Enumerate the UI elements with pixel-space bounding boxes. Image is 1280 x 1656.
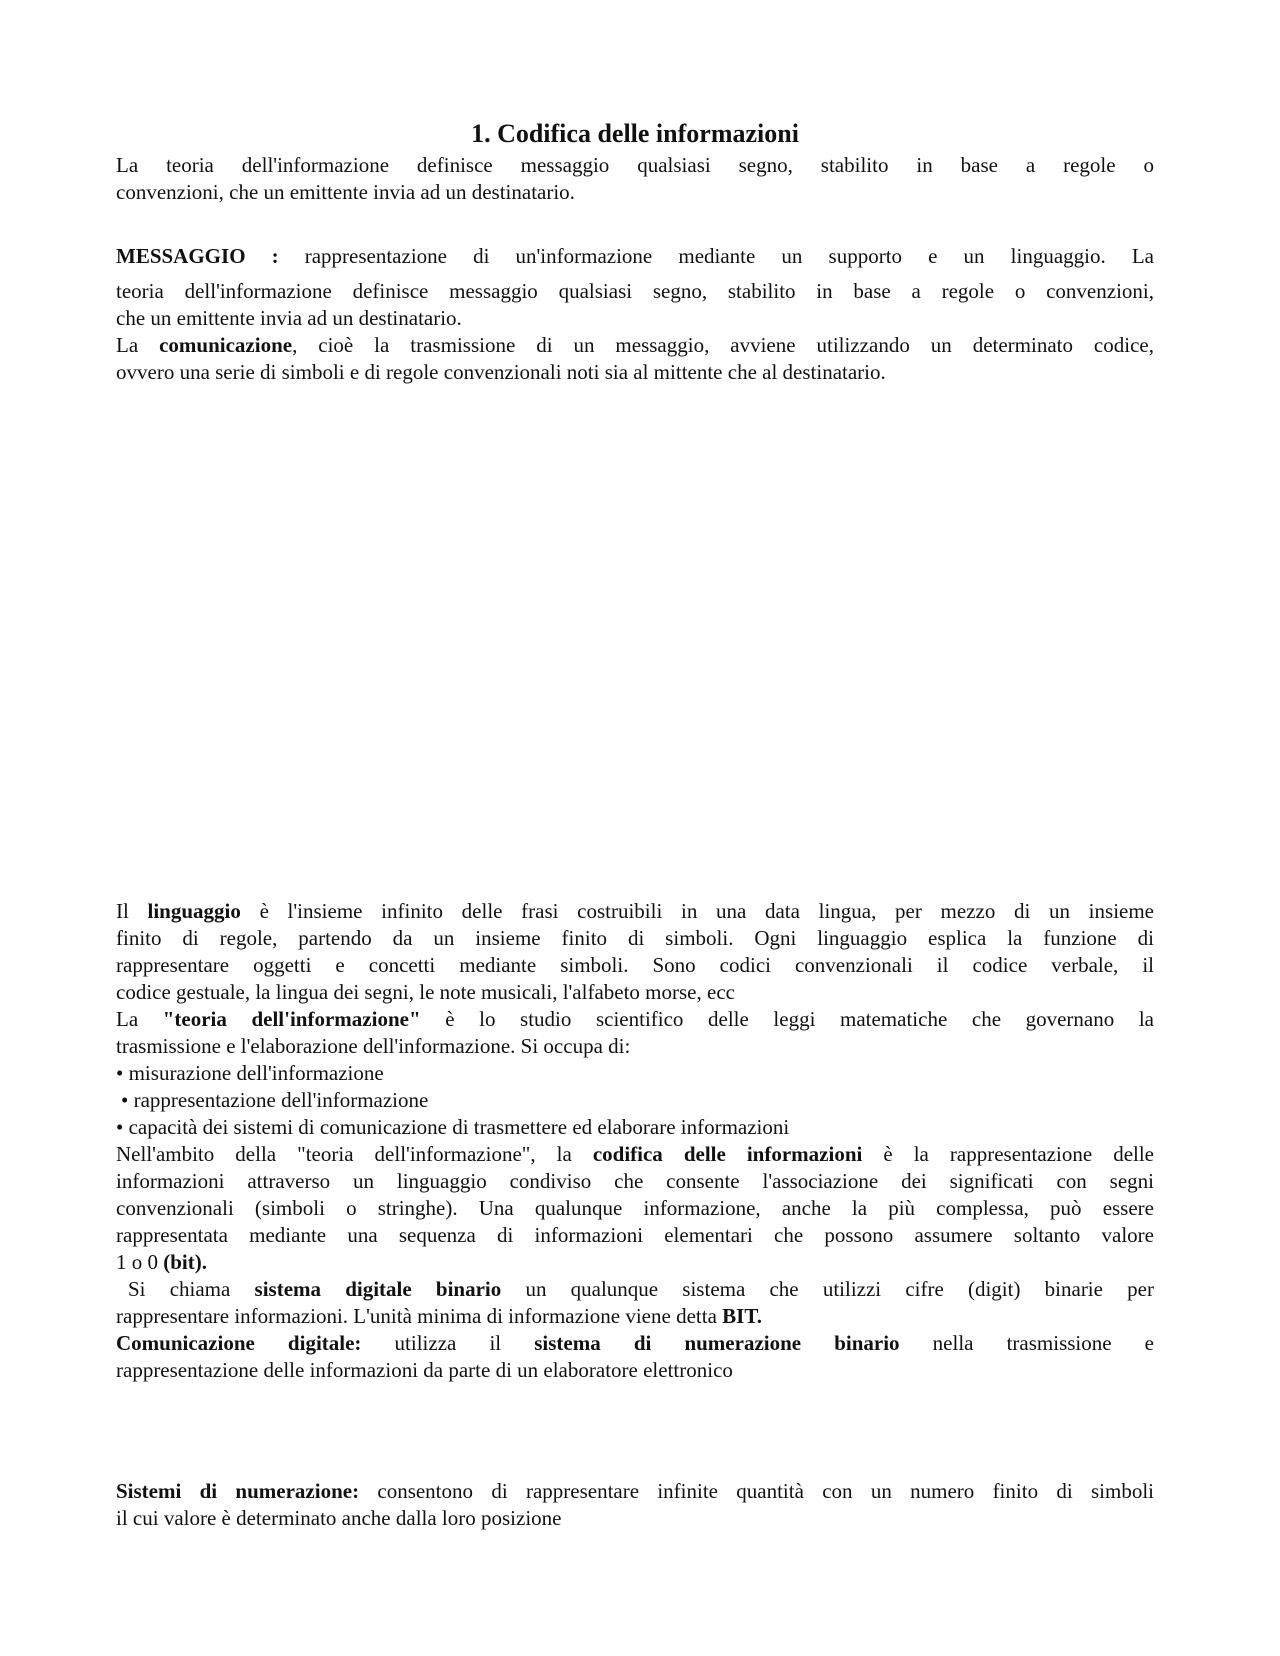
linguaggio-term: linguaggio: [147, 899, 241, 923]
codifica-line: convenzionali (simboli o stringhe). Una qualunque informazione, anche la più complessa, può essere: [116, 1196, 1154, 1220]
numerazione-line: Sistemi di numerazione: consentono di rappresentare infinite quantità con un numero finito di simboli: [116, 1479, 1154, 1503]
numerazione-term: Sistemi di numerazione:: [116, 1479, 360, 1503]
teoria-line: La "teoria dell'informazione" è lo studio scientifico delle leggi matematiche che governano la: [116, 1007, 1154, 1031]
linguaggio-section: [116, 898, 1154, 1384]
linguaggio-line: Il linguaggio è l'insieme infinito delle frasi costruibili in una data lingua, per mezzo di un insieme: [116, 899, 1155, 923]
linguaggio-line: rappresentare oggetti e concetti mediante simboli. Sono codici convenzionali il codice verbale, il: [116, 953, 1154, 977]
bullet-item: • misurazione dell'informazione: [116, 1061, 384, 1085]
comunicazione-digitale-line: rappresentazione delle informazioni da parte di un elaboratore elettronico: [116, 1358, 733, 1382]
messaggio-line: che un emittente invia ad un destinatario.: [116, 306, 462, 330]
page-title: 1. Codifica delle informazioni: [471, 119, 799, 148]
numerazione-binario-term: sistema di numerazione binario: [534, 1331, 900, 1355]
codifica-line: rappresentata mediante una sequenza di informazioni elementari che possono assumere soltanto valore: [116, 1223, 1154, 1247]
linguaggio-line: finito di regole, partendo da un insieme finito di simboli. Ogni linguaggio esplica la funzione di: [116, 926, 1154, 950]
messaggio-line: teoria dell'informazione definisce messaggio qualsiasi segno, stabilito in base a regole o convenzioni,: [116, 279, 1154, 303]
codifica-line: informazioni attraverso un linguaggio condiviso che consente l'associazione dei significati con segni: [116, 1169, 1154, 1193]
linguaggio-line: codice gestuale, la lingua dei segni, le note musicali, l'alfabeto morse, ecc: [116, 980, 735, 1004]
messaggio-paragraph: [116, 243, 1154, 386]
numerazione-line: il cui valore è determinato anche dalla loro posizione: [116, 1506, 562, 1530]
comunicazione-line: La comunicazione, cioè la trasmissione di un messaggio, avviene utilizzando un determinato codice,: [116, 333, 1154, 357]
intro-paragraph: [116, 152, 1154, 206]
comunicazione-digitale-term: Comunicazione digitale:: [116, 1331, 362, 1355]
codifica-line: 1 o 0 (bit).: [116, 1250, 207, 1274]
sistema-line: Si chiama sistema digitale binario un qualunque sistema che utilizzi cifre (digit) binarie per: [128, 1277, 1154, 1301]
codifica-line: Nell'ambito della "teoria dell'informazione", la codifica delle informazioni è la rappresentazione delle: [116, 1142, 1155, 1166]
sistema-term: sistema digitale binario: [254, 1277, 502, 1301]
messaggio-line: MESSAGGIO : rappresentazione di un'informazione mediante un supporto e un linguaggio. La: [116, 244, 1154, 268]
numerazione-paragraph: [116, 1478, 1154, 1532]
messaggio-label: MESSAGGIO :: [116, 244, 279, 268]
sistema-line: rappresentare informazioni. L'unità minima di informazione viene detta BIT.: [116, 1304, 763, 1328]
comunicazione-digitale-line: Comunicazione digitale: utilizza il sistema di numerazione binario nella trasmissione e: [116, 1331, 1155, 1355]
comunicazione-term: comunicazione: [159, 333, 293, 357]
teoria-line: trasmissione e l'elaborazione dell'informazione. Si occupa di:: [116, 1034, 631, 1058]
bit-term: (bit).: [163, 1250, 207, 1274]
bit-uppercase-term: BIT.: [722, 1304, 763, 1328]
bullet-item: • rappresentazione dell'informazione: [121, 1088, 429, 1112]
comunicazione-line: ovvero una serie di simboli e di regole convenzionali noti sia al mittente che al destinatario.: [116, 360, 886, 384]
intro-line: La teoria dell'informazione definisce messaggio qualsiasi segno, stabilito in base a regole o: [116, 153, 1154, 177]
bullet-item: • capacità dei sistemi di comunicazione di trasmettere ed elaborare informazioni: [116, 1115, 790, 1139]
intro-line: convenzioni, che un emittente invia ad un destinatario.: [116, 180, 575, 204]
teoria-term: "teoria dell'informazione": [162, 1007, 421, 1031]
codifica-term: codifica delle informazioni: [592, 1142, 863, 1166]
